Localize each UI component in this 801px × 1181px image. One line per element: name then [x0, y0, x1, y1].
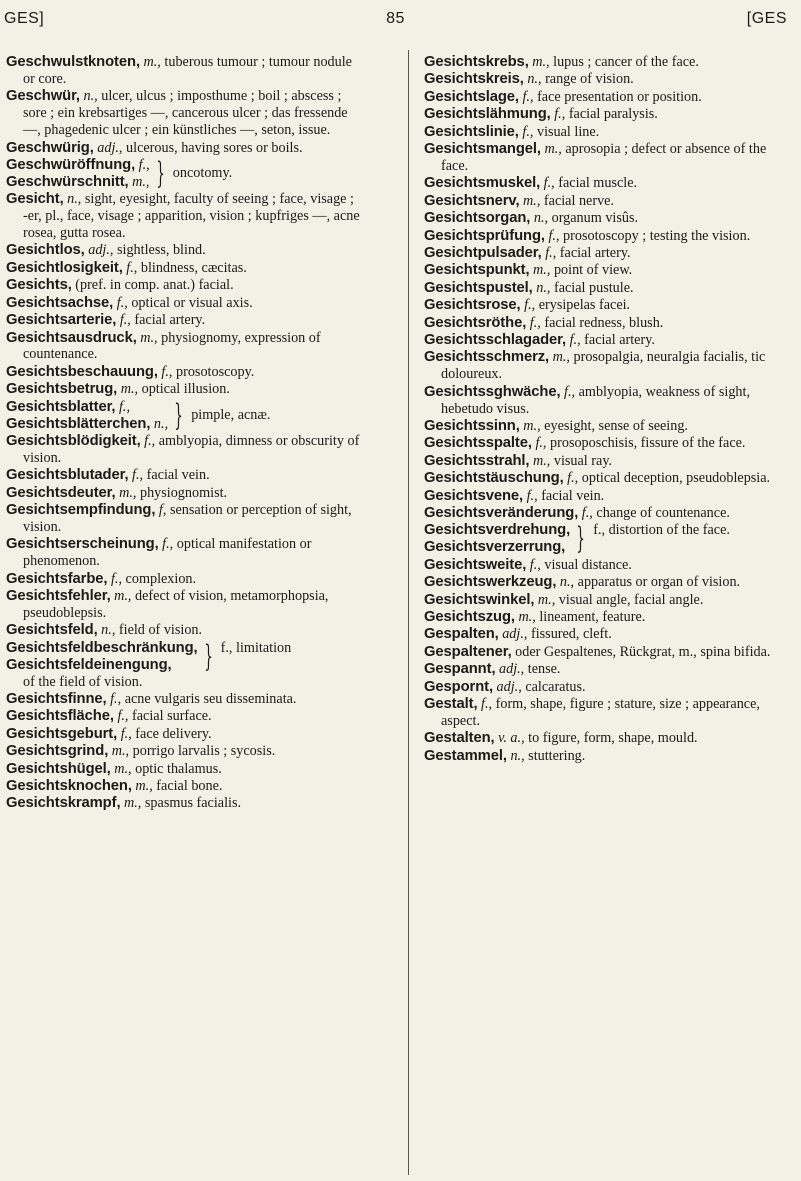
entry-definition: facial surface. [132, 708, 212, 725]
entry-grammar: n., [83, 88, 98, 105]
entry-headword: Gesichtsfläche, [6, 708, 114, 725]
entry-headword: Gesichtslähmung, [424, 106, 551, 123]
dictionary-entry [424, 453, 780, 470]
dictionary-entry-group [6, 640, 362, 691]
dictionary-entry [424, 644, 780, 661]
entry-definition: optic thalamus. [135, 760, 222, 777]
entry-grammar: f., [132, 467, 144, 484]
entry-headword: Gesichtsvene, [424, 487, 524, 504]
group-headword-line [6, 399, 168, 416]
brace-glyph: } [203, 638, 213, 674]
entry-headword: Gesichtsverdrehung, [424, 522, 571, 539]
dictionary-entry [424, 696, 780, 730]
entry-definition: prosotoscopy ; testing the vision. [563, 227, 751, 244]
entry-definition: f., distortion of the face. [593, 522, 730, 539]
dictionary-entry [424, 124, 780, 141]
entry-definition: lineament, feature. [539, 609, 646, 625]
entry-grammar: m., [533, 262, 551, 279]
entry-headword: Gesichtssinn, [424, 418, 520, 435]
entry-definition: physiognomy, expression of countenance. [23, 329, 321, 363]
entry-grammar: m., [119, 484, 137, 501]
entry-grammar: m., [523, 192, 541, 209]
dictionary-entry [6, 778, 362, 795]
dictionary-entry [6, 54, 362, 88]
entry-grammar: f., [110, 570, 122, 587]
dictionary-entry [424, 89, 780, 106]
group-headword-line [6, 657, 198, 674]
entry-grammar: adj., [496, 678, 522, 695]
entry-headword: Gesichtlosigkeit, [6, 259, 123, 276]
entry-grammar: m., [120, 381, 139, 398]
dictionary-entry [424, 349, 780, 383]
entry-grammar: f., [138, 156, 150, 173]
entry-definition: visual ray. [553, 452, 613, 469]
brace-glyph: } [155, 155, 165, 191]
entry-definition: f., limitation [220, 639, 292, 656]
dictionary-entry [424, 175, 780, 192]
entry-definition: oncotomy. [172, 165, 233, 182]
entry-headword: Gesichts, [6, 277, 72, 294]
entry-headword: Gesichtsgeburt, [6, 725, 118, 742]
entry-grammar: f., [162, 536, 174, 553]
entry-definition: sightless, blind. [117, 242, 206, 259]
dictionary-entry [6, 260, 362, 277]
entry-definition: acne vulgaris seu disseminata. [124, 691, 297, 708]
entry-grammar: f., [110, 691, 122, 708]
entry-grammar: v. a., [498, 730, 525, 747]
entry-headword: Gestalt, [424, 696, 478, 713]
entry-definition: optical deception, pseudoblepsia. [581, 470, 771, 487]
dictionary-entry-group [424, 522, 780, 556]
entry-grammar: f., [548, 227, 560, 244]
entry-headword: Gespaltener, [424, 643, 512, 660]
entry-grammar: n., [536, 279, 551, 296]
entry-headword: Gesichtpulsader, [424, 244, 542, 261]
entry-grammar: adj., [499, 661, 525, 678]
entry-grammar: f., [529, 314, 541, 331]
entry-grammar: m., [544, 141, 562, 158]
entry-definition: point of view. [553, 262, 633, 279]
brace-glyph: } [174, 397, 183, 433]
entry-definition: tense. [527, 661, 561, 678]
entry-definition: field of vision. [118, 622, 203, 639]
group-headword-line [6, 174, 150, 191]
group-headword-line [6, 416, 168, 433]
entry-headword: Gesichtsbeschauung, [6, 363, 158, 380]
entry-headword: Gesichtsweite, [424, 556, 527, 573]
entry-definition: facial artery. [559, 244, 631, 261]
group-headword-line [424, 522, 570, 539]
dictionary-entry [6, 743, 362, 760]
entry-grammar: m., [143, 54, 161, 70]
entry-headword: Gesichtsnerv, [424, 192, 520, 209]
entry-headword: Gesichtserscheinung, [6, 536, 159, 553]
entry-headword: Gesichtssghwäche, [424, 383, 561, 400]
entry-headword: Gesichtsachse, [6, 294, 114, 311]
entry-headword: Gesichtsfeldeinengung, [6, 656, 172, 673]
entry-definition: range of vision. [545, 71, 634, 88]
dictionary-entry [424, 106, 780, 123]
entry-headword: Gesichtlos, [6, 242, 85, 259]
entry-definition: pimple, acnæ. [191, 407, 271, 424]
dictionary-entry [6, 312, 362, 329]
dictionary-entry [424, 245, 780, 262]
entry-headword: Geschwür, [6, 88, 80, 105]
entry-grammar: m., [114, 760, 132, 777]
entry-headword: Gespalten, [424, 626, 499, 643]
entry-headword: Gesicht, [6, 191, 64, 208]
dictionary-entry [424, 626, 780, 643]
dictionary-entry [6, 295, 362, 312]
entry-definition: optical manifestation or phenomenon. [23, 536, 312, 570]
dictionary-entry [424, 609, 780, 626]
entry-headword: Gesichtsverzerrung, [424, 539, 566, 556]
dictionary-entry [424, 435, 780, 452]
dictionary-entry [6, 381, 362, 398]
entry-definition: lupus ; cancer of the face. [553, 54, 699, 70]
entry-headword: Geschwürig, [6, 139, 94, 156]
entry-grammar: f., [543, 175, 555, 192]
entry-definition: calcaratus. [525, 678, 586, 695]
entry-definition: facial bone. [156, 778, 223, 795]
entry-definition: fissured, cleft. [530, 626, 612, 643]
dictionary-entry [6, 571, 362, 588]
entry-grammar: f., [569, 332, 581, 348]
left-column [6, 54, 362, 813]
entry-grammar: m., [114, 588, 132, 605]
dictionary-entry [424, 262, 780, 279]
dictionary-entry [424, 193, 780, 210]
dictionary-entry [6, 433, 362, 467]
entry-headword: Gesichtsempfindung, [6, 502, 156, 519]
entry-grammar: f., [554, 106, 566, 123]
dictionary-entry [6, 761, 362, 778]
dictionary-entry [424, 679, 780, 696]
entry-definition: physiognomist. [139, 484, 228, 501]
entry-grammar: n., [153, 415, 169, 432]
dictionary-entry [6, 588, 362, 622]
entry-definition: apparatus or organ of vision. [577, 574, 741, 591]
dictionary-entry [424, 748, 780, 765]
entry-headword: Gesichtshügel, [6, 760, 111, 777]
entry-definition: visual distance. [544, 556, 632, 573]
dictionary-entry [6, 242, 362, 259]
entry-headword: Gesichtsfeld, [6, 622, 98, 639]
entry-headword: Gesichtsorgan, [424, 210, 531, 227]
dictionary-entry [6, 140, 362, 157]
entry-headword: Geschwüröffnung, [6, 156, 136, 173]
entry-headword: Gesichtsveränderung, [424, 505, 579, 522]
entry-definition: stuttering. [528, 747, 586, 764]
entry-grammar: m., [518, 609, 536, 625]
entry-headword: Gesichtsmangel, [424, 141, 541, 158]
dictionary-entry [424, 470, 780, 487]
entry-grammar: m., [124, 795, 142, 812]
dictionary-entry [6, 88, 362, 139]
entry-headword: Gesichtskreis, [424, 71, 524, 88]
entry-definition: erysipelas facei. [538, 297, 631, 314]
entry-grammar: f., [524, 297, 536, 314]
dictionary-entry [6, 536, 362, 570]
entry-headword: Gesichtspustel, [424, 279, 533, 296]
entry-grammar: f., [522, 123, 534, 140]
entry-headword: Gespannt, [424, 661, 496, 678]
entry-definition: ulcerous, having sores or boils. [126, 139, 303, 156]
entry-headword: Gesichtskrebs, [424, 54, 529, 70]
entry-headword: Gespornt, [424, 678, 493, 695]
entry-definition: defect of vision, metamorphopsia, pseudoblepsis. [23, 588, 329, 621]
entry-grammar: f., [118, 398, 131, 415]
entry-definition: complexion. [125, 570, 197, 587]
entry-grammar: n., [101, 622, 116, 639]
entry-headword: Gesichtsblätterchen, [6, 415, 151, 432]
dictionary-entry [6, 330, 362, 364]
entry-definition: change of countenance. [596, 505, 730, 522]
dictionary-entry-group [6, 399, 362, 433]
entry-grammar: m., [140, 329, 158, 346]
dictionary-entry-group [6, 157, 362, 191]
entry-headword: Gesichtsgrind, [6, 743, 109, 760]
entry-grammar: f., [581, 505, 593, 522]
entry-definition: sight, eyesight, faculty of seeing ; face, visage ; -er, pl., face, visage ; apparition, vision ; kupfriges —, acne rosea, gutta rosea. [23, 191, 360, 242]
dictionary-entry [424, 574, 780, 591]
entry-grammar: adj., [97, 139, 123, 156]
entry-headword: Gesichtsdeuter, [6, 484, 116, 501]
column-rule [408, 50, 409, 1175]
running-head-right: [GES [746, 10, 787, 27]
entry-definition: facial artery. [584, 332, 655, 348]
entry-headword: Gesichtsarterie, [6, 312, 117, 329]
entry-grammar: f., [119, 312, 131, 329]
running-head-left: GES] [4, 10, 45, 27]
entry-grammar: f., [481, 696, 493, 713]
entry-definition: tuberous tumour ; tumour nodule or core. [23, 54, 352, 87]
entry-definition-continued: of the field of vision. [23, 674, 143, 691]
dictionary-entry [424, 505, 780, 522]
entry-definition: organum visûs. [551, 210, 639, 227]
page-number: 85 [386, 10, 405, 27]
entry-grammar: f., [120, 725, 132, 742]
entry-definition: spasmus facialis. [144, 795, 242, 812]
entry-definition: blindness, cæcitas. [140, 259, 247, 276]
entry-definition: visual line. [536, 123, 600, 140]
right-column [424, 54, 780, 765]
dictionary-entry [424, 730, 780, 747]
entry-headword: Gesichtsschmerz, [424, 349, 550, 366]
entry-grammar: f., [117, 708, 129, 725]
entry-headword: Gesichtslage, [424, 88, 519, 105]
dictionary-entry [424, 210, 780, 227]
dictionary-entry [6, 502, 362, 536]
dictionary-entry [424, 141, 780, 175]
running-head [4, 10, 787, 36]
entry-definition: face delivery. [135, 725, 212, 742]
entry-definition: eyesight, sense of seeing. [544, 418, 688, 435]
dictionary-entry [6, 277, 362, 294]
group-headword-line [6, 157, 150, 174]
entry-definition: amblyopia, weakness of sight, hebetudo visus. [441, 383, 751, 417]
entry-headword: Gesichtszug, [424, 609, 515, 625]
dictionary-entry [6, 622, 362, 639]
entry-definition: sensation or perception of sight, vision. [23, 502, 352, 535]
entry-headword: Gesichtsmuskel, [424, 175, 541, 192]
entry-grammar: n., [510, 747, 525, 764]
entry-grammar: m., [135, 778, 153, 795]
entry-definition: oder Gespaltenes, Rückgrat, m., spina bifida. [515, 643, 771, 660]
entry-headword: Gesichtsbetrug, [6, 381, 118, 398]
entry-definition: prosotoscopy. [176, 363, 255, 380]
entry-grammar: f., [526, 487, 538, 504]
entry-grammar: m., [537, 591, 556, 608]
entry-headword: Gesichtsfehler, [6, 588, 111, 605]
entry-headword: Gesichtsblutader, [6, 467, 129, 484]
group-headword-line [424, 539, 570, 556]
entry-definition: facial muscle. [558, 175, 638, 192]
dictionary-entry [6, 708, 362, 725]
entry-headword: Geschwürschnitt, [6, 173, 129, 190]
entry-definition: facial vein. [541, 487, 605, 504]
entry-headword: Gestalten, [424, 730, 495, 747]
dictionary-entry [424, 488, 780, 505]
dictionary-entry [6, 364, 362, 381]
entry-headword: Gesichtsrose, [424, 297, 521, 314]
entry-grammar: f., [535, 435, 547, 452]
dictionary-entry [424, 661, 780, 678]
entry-definition: aprosopia ; defect or absence of the face. [441, 141, 767, 174]
entry-headword: Geschwulstknoten, [6, 54, 140, 70]
entry-headword: Gesichtsfarbe, [6, 570, 108, 587]
entry-definition: face presentation or position. [537, 88, 702, 105]
entry-definition: facial pustule. [553, 279, 634, 296]
entry-definition: prosopalgia, neuralgia facialis, tic doloureux. [441, 349, 766, 383]
entry-headword: Gesichtslinie, [424, 123, 519, 140]
entry-grammar: f., [144, 432, 156, 449]
entry-definition: facial nerve. [543, 192, 615, 209]
entry-headword: Gesichtsfeldbeschränkung, [6, 639, 198, 656]
entry-grammar: f., [529, 556, 541, 573]
entry-definition: ulcer, ulcus ; imposthume ; boil ; abscess ; sore ; ein krebsartiges —, cancerous ulcer ; das fressende —, phagedenic ulcer ; ein künstliches —, seton, issue. [23, 88, 348, 139]
entry-grammar: m., [523, 418, 541, 435]
entry-headword: Gesichtsausdruck, [6, 329, 137, 346]
entry-headword: Gesichtsfinne, [6, 691, 107, 708]
brace-glyph: } [576, 521, 585, 557]
entry-grammar: m., [111, 743, 130, 760]
dictionary-entry [424, 557, 780, 574]
entry-grammar: n., [527, 71, 542, 88]
entry-definition: optical illusion. [141, 381, 230, 398]
entry-definition: facial paralysis. [568, 106, 658, 123]
group-headword-line [6, 640, 198, 657]
entry-definition: facial artery. [134, 312, 206, 329]
entry-grammar: f., [567, 470, 579, 487]
dictionary-entry [424, 315, 780, 332]
entry-grammar: f., [522, 88, 534, 105]
dictionary-entry [6, 467, 362, 484]
entry-headword: Gesichtsröthe, [424, 314, 527, 331]
entry-grammar: f., [161, 363, 173, 380]
entry-grammar: n., [559, 574, 575, 591]
entry-grammar: adj., [88, 242, 114, 259]
dictionary-entry [6, 726, 362, 743]
entry-headword: Gesichtskrampf, [6, 795, 121, 812]
entry-grammar: n., [67, 191, 82, 208]
entry-headword: Gesichtsprüfung, [424, 227, 545, 244]
dictionary-entry [424, 332, 780, 349]
entry-headword: Gesichtsknochen, [6, 778, 132, 795]
dictionary-entry [424, 54, 780, 71]
entry-definition: to figure, form, shape, mould. [528, 730, 698, 747]
entry-definition: amblyopia, dimness or obscurity of vision. [23, 432, 360, 466]
dictionary-entry [424, 384, 780, 418]
entry-definition: facial redness, blush. [544, 314, 664, 331]
dictionary-entry [6, 191, 362, 242]
entry-grammar: f., [545, 244, 557, 261]
entry-definition: visual angle, facial angle. [558, 591, 704, 608]
dictionary-entry [424, 280, 780, 297]
dictionary-entry [424, 71, 780, 88]
entry-headword: Gesichtsblatter, [6, 398, 116, 415]
entry-grammar: m., [552, 349, 570, 366]
entry-headword: Gesichtsspalte, [424, 435, 532, 452]
entry-headword: Gesichtsstrahl, [424, 452, 530, 469]
dictionary-entry [6, 795, 362, 812]
entry-headword: Gesichtspunkt, [424, 262, 530, 279]
entry-grammar: n., [533, 210, 549, 227]
entry-grammar: m., [132, 173, 150, 190]
entry-grammar: f., [564, 383, 576, 400]
entry-headword: Gesichtstäuschung, [424, 470, 564, 487]
entry-grammar: m., [532, 452, 551, 469]
entry-grammar: adj., [502, 626, 528, 643]
entry-definition: porrigo larvalis ; sycosis. [132, 743, 276, 760]
entry-definition: (pref. in comp. anat.) facial. [75, 277, 234, 294]
entry-grammar: f, [158, 502, 167, 519]
dictionary-entry [424, 592, 780, 609]
entry-headword: Gesichtsblödigkeit, [6, 432, 141, 449]
dictionary-entry [424, 297, 780, 314]
entry-definition: form, shape, figure ; stature, size ; appearance, aspect. [441, 696, 760, 729]
entry-grammar: f., [126, 259, 138, 276]
entry-headword: Gestammel, [424, 747, 507, 764]
dictionary-entry [424, 228, 780, 245]
entry-headword: Gesichtswerkzeug, [424, 574, 557, 591]
entry-definition: prosoposchisis, fissure of the face. [550, 435, 746, 452]
entry-grammar: f., [116, 294, 128, 311]
entry-definition: facial vein. [146, 467, 210, 484]
dictionary-entry [6, 485, 362, 502]
entry-headword: Gesichtswinkel, [424, 591, 535, 608]
entry-grammar: m., [532, 54, 550, 70]
entry-definition: optical or visual axis. [131, 294, 253, 311]
dictionary-entry [6, 691, 362, 708]
entry-headword: Gesichtsschlagader, [424, 332, 567, 348]
dictionary-entry [424, 418, 780, 435]
